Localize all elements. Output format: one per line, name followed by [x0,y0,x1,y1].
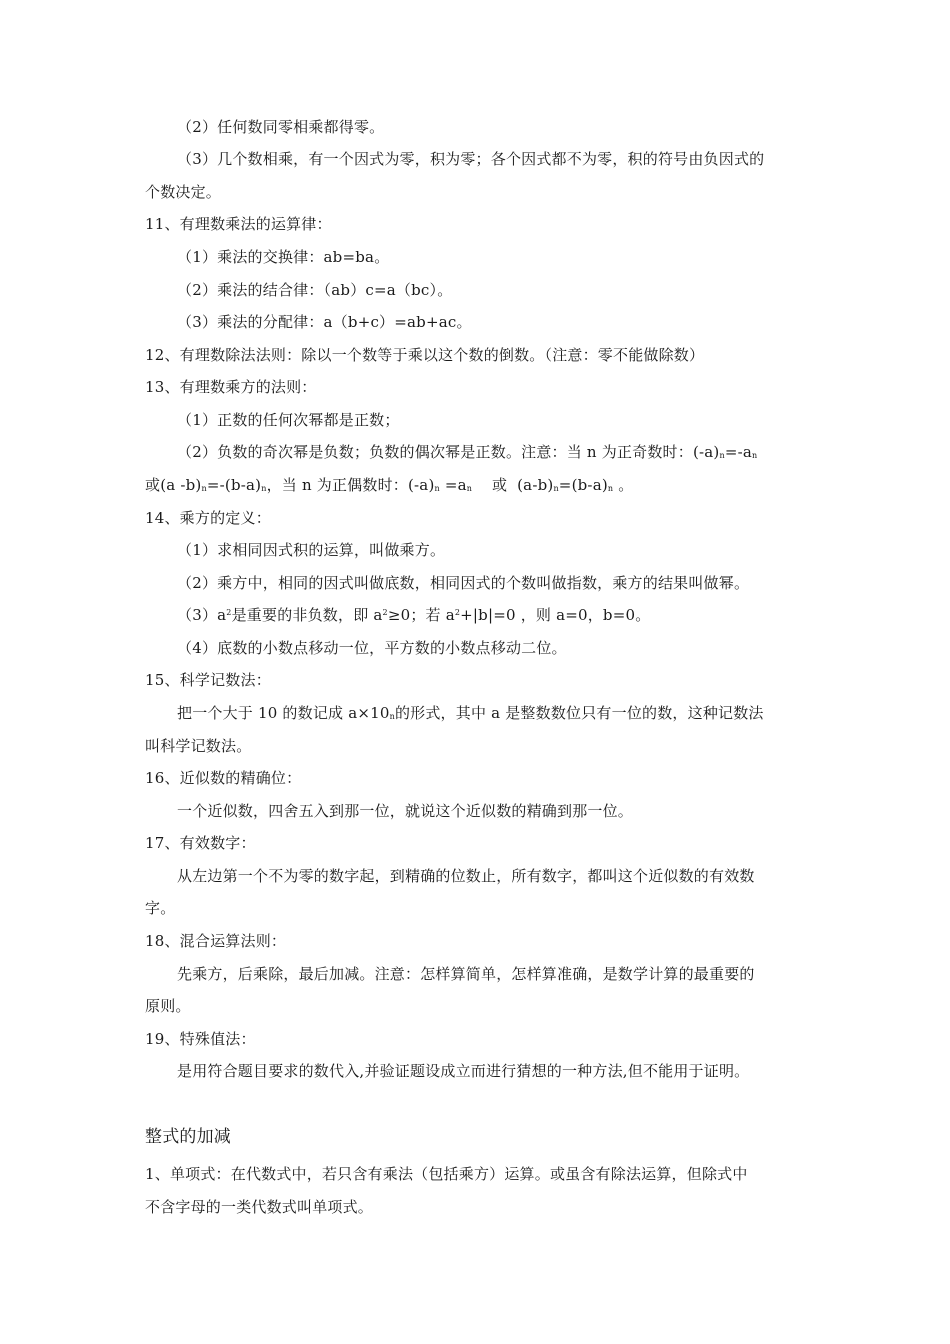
text-line [177,605,810,625]
text-line: （3）几个数相乘，有一个因式为零，积为零；各个因式都不为零，积的符号由负因式的 [177,150,765,168]
text-segment: =-a [724,443,753,461]
exponent: n [466,484,473,493]
text-line: 字。 [145,899,176,917]
section-heading-19: 19、特殊值法： [145,1030,256,1048]
text-segment: 。 [613,476,634,494]
text-line: （1）乘法的交换律：ab=ba。 [177,248,390,266]
section-heading-11: 11、有理数乘法的运算律： [145,215,332,233]
exponent: 2 [382,608,388,617]
text-line: （1）正数的任何次幂都是正数； [177,411,400,429]
text-line [177,703,810,723]
text-segment: （3）a [177,606,227,624]
text-segment: ≥0；若 a [387,606,455,624]
text-line: （4）底数的小数点移动一位，平方数的小数点移动二位。 [177,639,567,657]
exponent: n [752,451,758,460]
exponent: n [434,484,440,493]
text-segment: =-(b-a) [206,476,262,494]
text-line: （3）乘法的分配律：a（b+c）=ab+ac。 [177,313,472,331]
text-line: 从左边第一个不为零的数字起，到精确的位数止，所有数字，都叫这个近似数的有效数 [177,867,755,885]
text-line [177,442,810,462]
text-segment: +|b|=0 ，则 a=0，b=0。 [460,606,651,624]
text-segment: 的形式，其中 a 是整数数位只有一位的数，这种记数法 [394,704,764,722]
text-line: （2）乘法的结合律：（ab）c=a（bc）。 [177,281,453,299]
chapter-heading: 整式的加减 [145,1127,231,1147]
section-heading-12: 12、有理数除法法则：除以一个数等于乘以这个数的倒数。（注意：零不能做除数） [145,346,705,364]
text-line: 先乘方，后乘除，最后加减。注意：怎样算简单，怎样算准确，是数学计算的最重要的 [177,965,755,983]
text-segment: =(b-a) [558,476,608,494]
section-heading-18: 18、混合运算法则： [145,932,287,950]
exponent: n [389,712,395,721]
text-line: （2）任何数同零相乘都得零。 [177,118,385,136]
text-line: 不含字母的一类代数式叫单项式。 [145,1198,374,1216]
text-segment: （2）负数的奇次幂是负数；负数的偶次幂是正数。注意：当 n 为正奇数时：(-a) [177,443,720,461]
text-line: 叫科学记数法。 [145,737,252,755]
text-segment: =a [439,476,467,494]
text-line: 个数决定。 [145,183,222,201]
exponent: n [261,484,267,493]
text-line: 是用符合题目要求的数代入,并验证题设成立而进行猜想的一种方法,但不能用于证明。 [177,1062,750,1080]
text-line [145,475,810,495]
section-heading-13: 13、有理数乘方的法则： [145,378,317,396]
text-segment: 把一个大于 10 的数记成 a×10 [177,704,390,722]
exponent: n [607,484,614,493]
text-line: （1）求相同因式积的运算，叫做乘方。 [177,541,446,559]
text-segment: ，当 n 为正偶数时：(-a) [266,476,435,494]
exponent: 2 [454,608,461,617]
text-segment: 或 (a-b) [472,476,554,494]
text-line: 1、单项式：在代数式中，若只含有乘法（包括乘方）运算。或虽含有除法运算，但除式中 [145,1165,748,1183]
section-heading-17: 17、有效数字： [145,834,256,852]
exponent: n [201,484,207,493]
text-line: （2）乘方中，相同的因式叫做底数，相同因式的个数叫做指数，乘方的结果叫做幂。 [177,574,750,592]
text-segment: 或(a -b) [145,476,202,494]
section-heading-16: 16、近似数的精确位： [145,769,302,787]
text-line: 原则。 [145,997,191,1015]
section-heading-15: 15、科学记数法： [145,671,271,689]
section-heading-14: 14、乘方的定义： [145,509,271,527]
text-line: 一个近似数，四舍五入到那一位，就说这个近似数的精确到那一位。 [177,802,634,820]
exponent: 2 [226,608,232,617]
text-segment: 是重要的非负数，即 a [231,606,383,624]
exponent: n [719,451,725,460]
exponent: n [553,484,559,493]
